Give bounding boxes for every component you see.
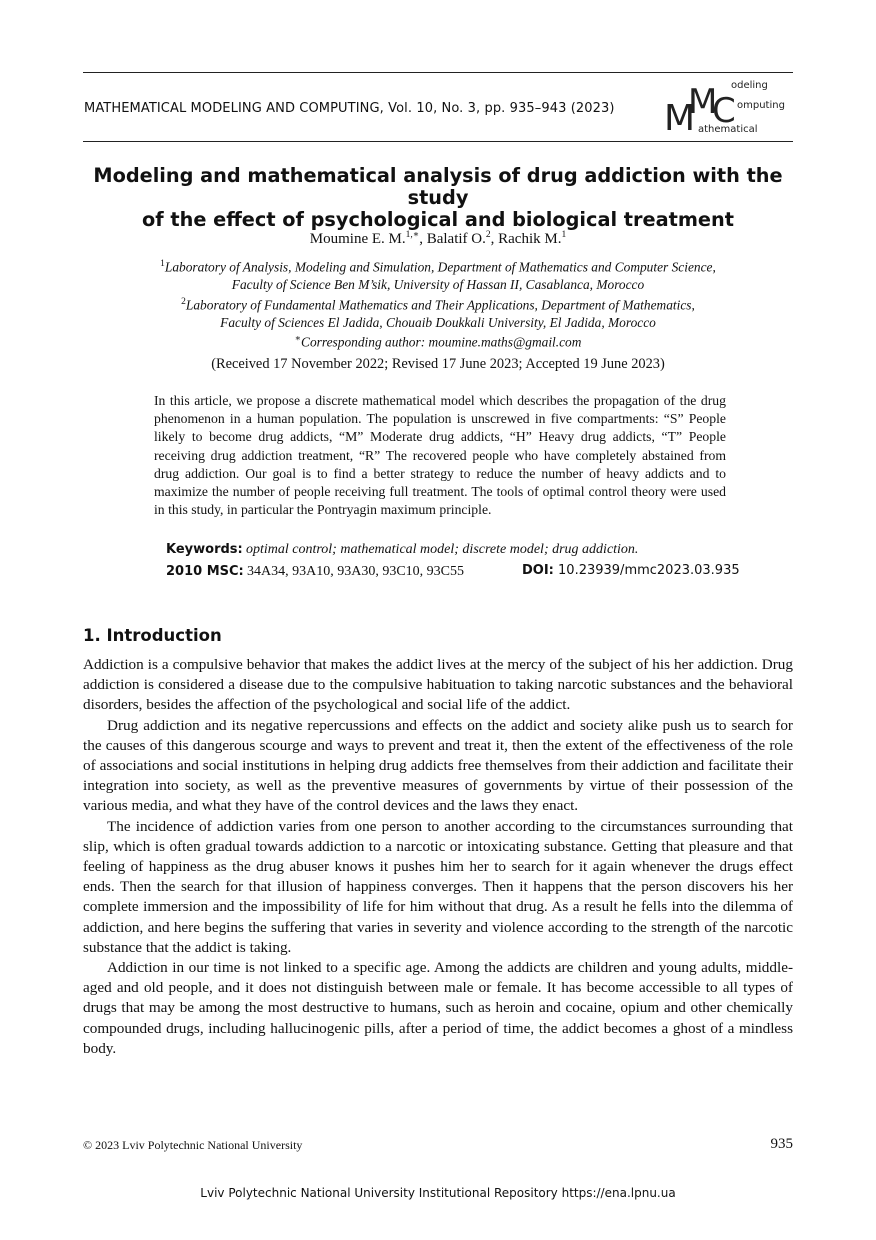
- top-rule: [83, 72, 793, 73]
- affiliation-1-line-2: Faculty of Science Ben M’sik, University of Hassan II, Casablanca, Morocco: [231, 277, 645, 293]
- keywords-label: Keywords:: [166, 542, 243, 557]
- corresponding-text: Corresponding author: moumine.maths@gmail.com: [301, 334, 582, 350]
- logo-omputing: omputing: [737, 100, 785, 111]
- author-name: Rachik M.: [498, 231, 562, 247]
- keywords-value: optimal control; mathematical model; discrete model; drug addiction.: [245, 542, 639, 557]
- author-name: Moumine E. M.: [309, 231, 406, 247]
- paragraph: Drug addiction and its negative repercussions and effects on the addict and society alike push us to search for the causes of this dangerous scourge and ways to prevent and treat it, then the extent of the effectiveness of the role of associations and social institutions in helping drug addicts free themselves from their addiction and facilitate their integration into society, as well as the preventive measures of governments by virtue of their possession of the various media, and what they have of the control devices and the laws they enact.: [83, 716, 793, 815]
- logo-m-large: M: [664, 98, 696, 139]
- author-sup: 2: [485, 230, 491, 240]
- author-sup: 1,∗: [405, 230, 420, 240]
- author-sup: 1: [561, 230, 567, 240]
- header-rule: [83, 141, 793, 142]
- received-dates: (Received 17 November 2022; Revised 17 June 2023; Accepted 19 June 2023): [211, 356, 665, 372]
- doi-value[interactable]: 10.23939/mmc2023.03.935: [558, 563, 740, 578]
- paper-title: [83, 165, 793, 231]
- affiliation-2-line-2: Faculty of Sciences El Jadida, Chouaib Doukkali University, El Jadida, Morocco: [220, 314, 656, 330]
- logo-odeling: odeling: [731, 80, 768, 91]
- logo-m-modeling: M: [688, 82, 718, 122]
- abstract-text: In this article, we propose a discrete mathematical model which describes the propagation of the drug phenomenon in a human population. The population is unscrewed in five compartments: “S” People likely to become drug addicts, “M” Moderate drug addicts, “H” Heavy drug addicts, “T” People receiving drug addiction treatment, “R” The recovered people who have completely abstained from drug addiction. Our goal is to find a better strategy to reduce the number of heavy addicts and to maximize the number of people receiving full treatment. The tools of optimal control theory were used in this study, in particular the Pontryagin maximum principle.: [154, 393, 726, 518]
- msc-value: 34A34, 93A10, 93A30, 93C10, 93C55: [247, 564, 465, 579]
- affiliations: [83, 256, 793, 351]
- copyright: © 2023 Lviv Polytechnic National University: [83, 1138, 303, 1152]
- journal-header: MATHEMATICAL MODELING AND COMPUTING, Vol. 10, No. 3, pp. 935–943 (2023): [84, 101, 615, 116]
- paragraph: Addiction in our time is not linked to a specific age. Among the addicts are children and young adults, middle-aged and old people, and it does not distinguish between male or female. It has become accessible to all types of drugs that may be among the most destructive to humans, such as heroin and cocaine, opium and other chemically compounded drugs, including hallucinogenic pills, after a period of time, the addict becomes a ghost of a mindless body.: [83, 959, 793, 1057]
- affiliation-text: Laboratory of Analysis, Modeling and Simulation, Department of Mathematics and Computer Science,: [164, 259, 716, 275]
- affiliation-sup: 2: [181, 296, 186, 307]
- msc-label: 2010 MSC:: [166, 564, 244, 579]
- doi: [522, 563, 740, 578]
- repository-footer: Lviv Polytechnic National University Institutional Repository https://ena.lpnu.ua: [200, 1186, 676, 1200]
- affiliation-1-line-1: [83, 256, 793, 276]
- logo-athematical: athematical: [698, 124, 758, 135]
- abstract: [154, 392, 726, 519]
- journal-logo: [664, 78, 794, 140]
- corresponding-author: [83, 331, 793, 351]
- page-number: 935: [770, 1136, 793, 1152]
- title-line-1: Modeling and mathematical analysis of drug addiction with the study: [93, 164, 783, 209]
- corresponding-sup: ∗: [294, 334, 302, 345]
- affiliation-2-line-1: [83, 294, 793, 314]
- doi-label: DOI:: [522, 563, 554, 578]
- section-body: [83, 655, 793, 1059]
- logo-c-computing: C: [712, 91, 736, 131]
- affiliation-text: Laboratory of Fundamental Mathematics and Their Applications, Department of Mathematics,: [185, 297, 695, 313]
- keywords: [166, 541, 736, 558]
- affiliation-sup: 1: [160, 259, 165, 269]
- paragraph: Addiction is a compulsive behavior that makes the addict lives at the mercy of the subject of his her addiction. Drug addiction is considered a disease due to the compulsive habituation to taking narcotic substances and the behavioral disorders, besides the affection of the psychological and social life of the addict.: [83, 656, 793, 714]
- paragraph: The incidence of addiction varies from one person to another according to the circumstances surrounding that slip, which is often gradual towards addiction to a narcotic or intoxicating substance. Getting that pleasure and that feeling of happiness as the drug abuser knows it pushes him her to search for it again whenever the drugs effect ends. Then the search for that illusion of happiness converges. Then it happens that the person discovers his her complete immersion and the impossibility of life for him without that drug. As a result he fells into the dilemma of addiction, and here begins the suffering that varies in severity and violence according to the strength of the narcotic substance that the addict is taking.: [83, 817, 793, 956]
- author-name: Balatif O.: [426, 231, 486, 247]
- authors: Moumine E. M.$^{1,∗}$, Balatif O.$^2$, Rachik M.$^1$: [309, 230, 567, 247]
- section-title: 1. Introduction: [83, 626, 222, 645]
- title-line-2: of the effect of psychological and biological treatment: [142, 208, 734, 231]
